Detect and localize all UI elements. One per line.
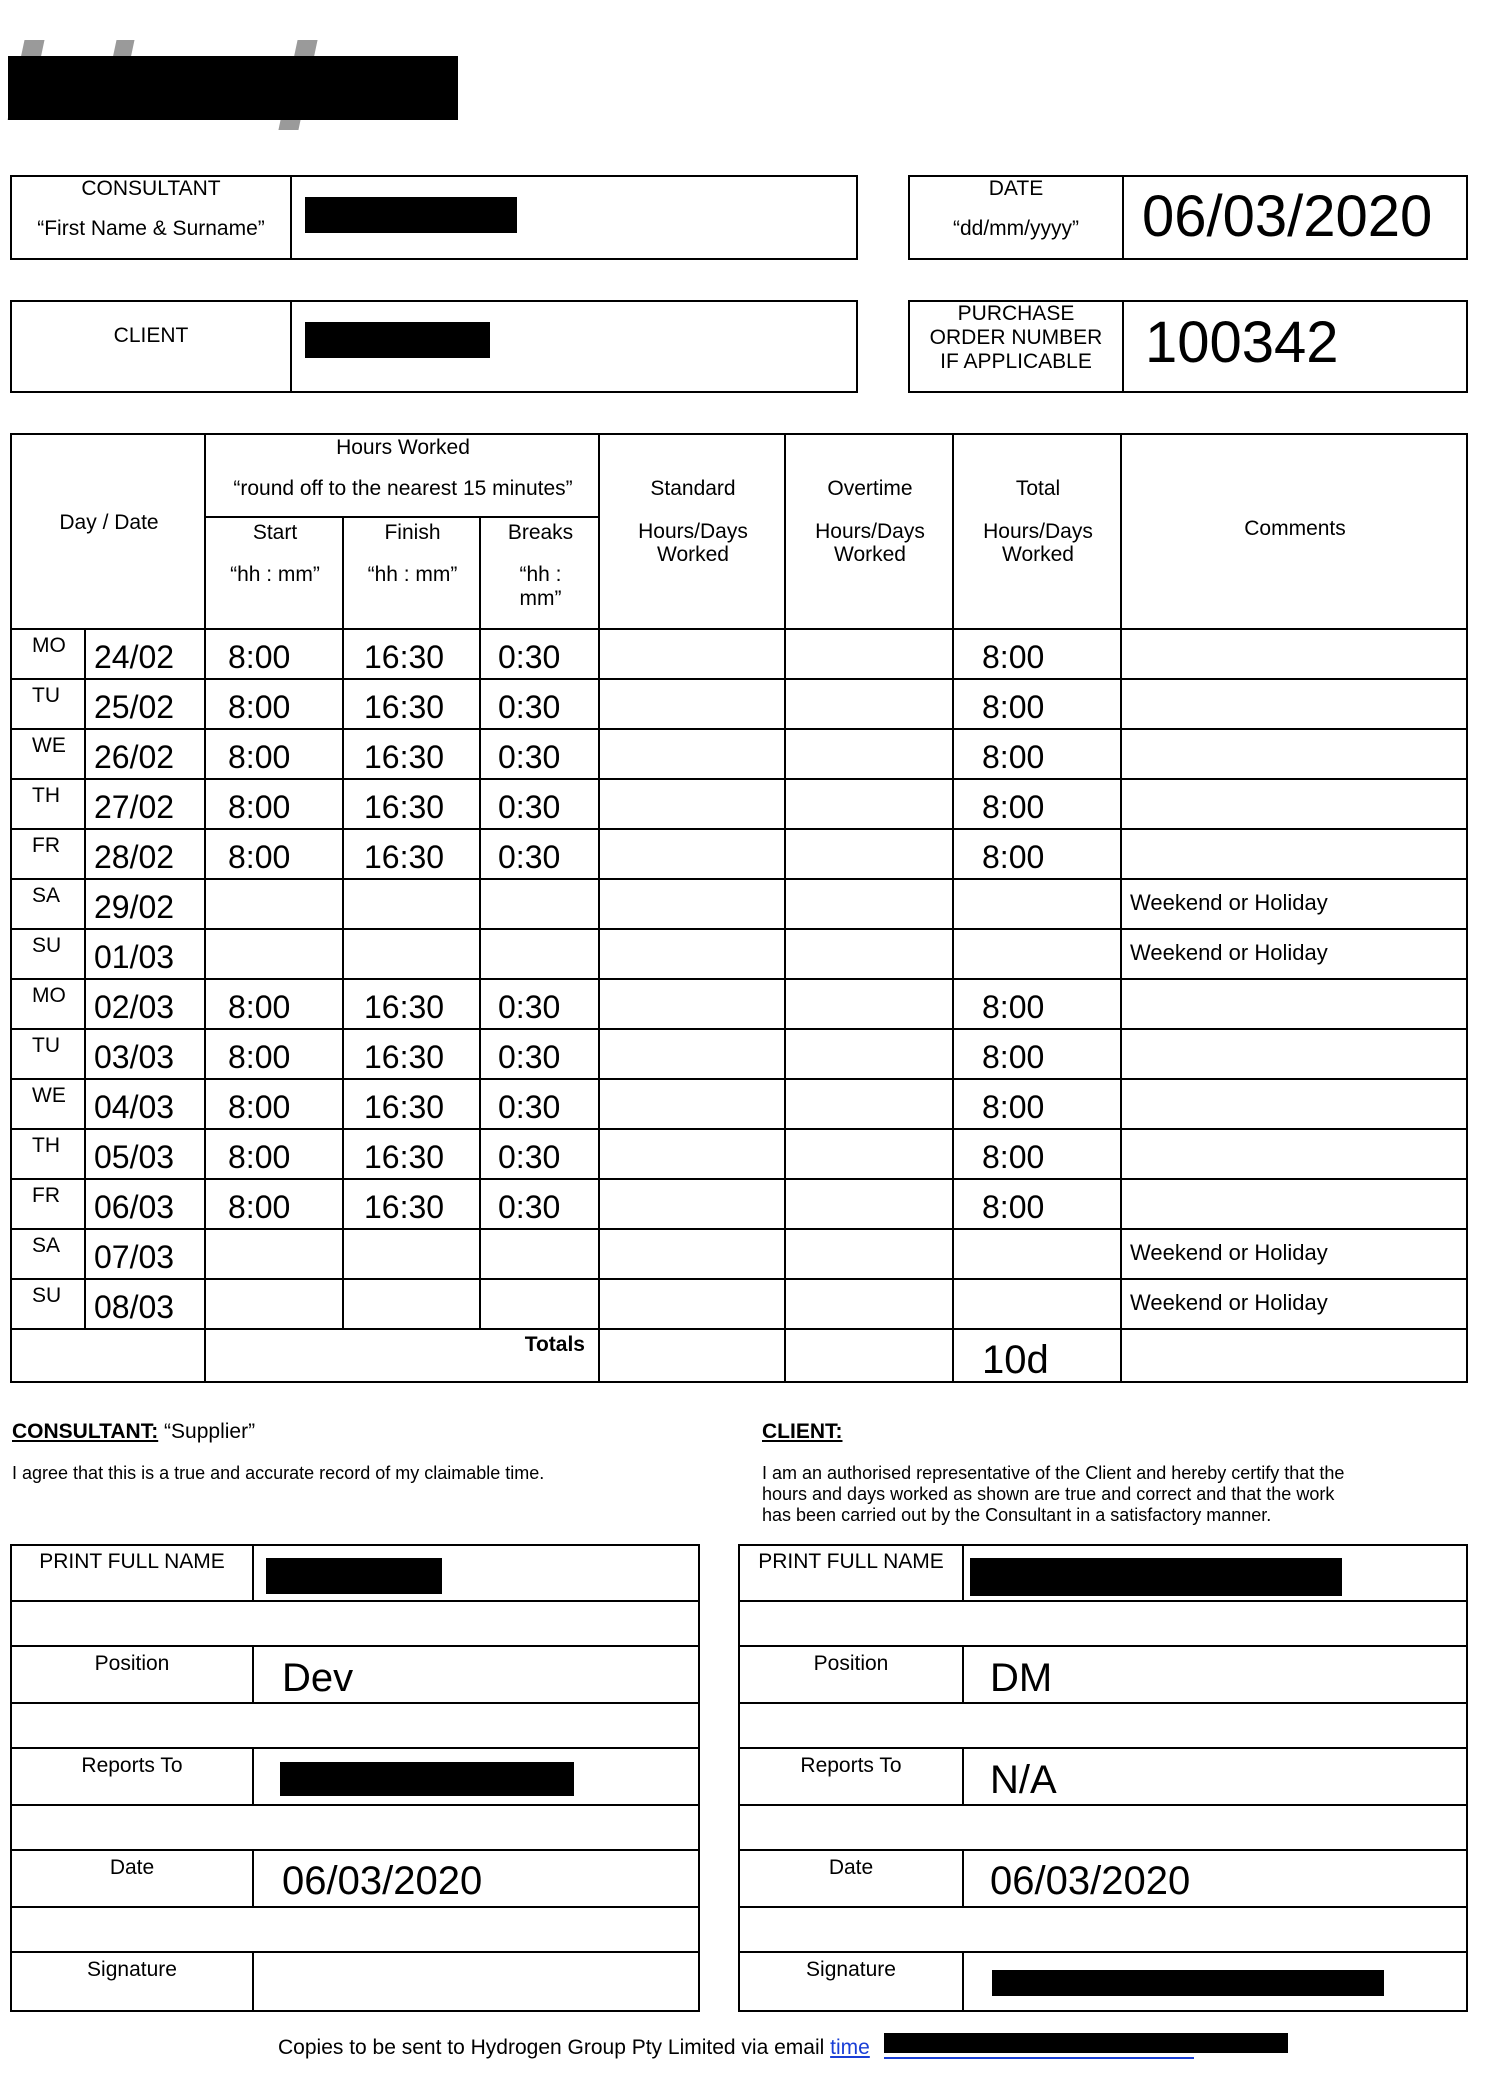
row-date: 01/03 <box>94 939 175 975</box>
row-finish: 16:30 <box>364 789 445 825</box>
row-start: 8:00 <box>228 1139 291 1175</box>
consultant-reports-to-redacted <box>280 1762 574 1796</box>
consultant-date-value: 06/03/2020 <box>282 1859 483 1903</box>
row-total: 8:00 <box>982 639 1045 675</box>
client-reports-to-value: N/A <box>990 1758 1057 1802</box>
client-print-name-redacted <box>970 1558 1342 1596</box>
row-day: MO <box>32 634 66 657</box>
col-header-finish: Finish <box>384 521 441 544</box>
row-date: 27/02 <box>94 789 175 825</box>
row-start: 8:00 <box>228 639 291 675</box>
row-day: SA <box>32 884 61 907</box>
row-total: 8:00 <box>982 989 1045 1025</box>
row-finish: 16:30 <box>364 1189 445 1225</box>
col-header-total-sub-2: Worked <box>1002 543 1074 566</box>
row-start: 8:00 <box>228 1039 291 1075</box>
row-comment: Weekend or Holiday <box>1130 890 1328 915</box>
row-start: 8:00 <box>228 1189 291 1225</box>
row-day: SU <box>32 1284 62 1307</box>
col-header-total: Total <box>1015 477 1061 500</box>
row-day: WE <box>32 1084 66 1107</box>
client-signature-redacted <box>992 1970 1384 1996</box>
row-finish: 16:30 <box>364 1039 445 1075</box>
row-finish: 16:30 <box>364 839 445 875</box>
row-breaks: 0:30 <box>498 1039 561 1075</box>
po-label-line-3: IF APPLICABLE <box>940 350 1092 373</box>
row-start: 8:00 <box>228 1089 291 1125</box>
row-day: TU <box>32 1034 60 1057</box>
date-value: 06/03/2020 <box>1142 184 1433 249</box>
row-start: 8:00 <box>228 989 291 1025</box>
col-header-standard-sub-2: Worked <box>657 543 729 566</box>
row-comment: Weekend or Holiday <box>1130 1240 1328 1265</box>
row-start: 8:00 <box>228 739 291 775</box>
consultant-print-name-label: PRINT FULL NAME <box>39 1550 225 1573</box>
row-date: 06/03 <box>94 1189 175 1225</box>
row-date: 24/02 <box>94 639 175 675</box>
row-start: 8:00 <box>228 789 291 825</box>
row-date: 26/02 <box>94 739 175 775</box>
consultant-date-label: Date <box>109 1856 155 1879</box>
consultant-signature-field[interactable] <box>254 1953 698 2010</box>
date-sublabel: “dd/mm/yyyy” <box>953 217 1079 240</box>
totals-value: 10d <box>982 1338 1049 1382</box>
company-logo <box>8 30 458 130</box>
col-header-round-off: “round off to the nearest 15 minutes” <box>233 477 573 500</box>
client-position-label: Position <box>813 1652 889 1675</box>
row-breaks: 0:30 <box>498 689 561 725</box>
client-reports-to-label: Reports To <box>800 1754 902 1777</box>
consultant-sublabel: “First Name & Surname” <box>37 217 265 240</box>
row-breaks: 0:30 <box>498 1189 561 1225</box>
col-header-breaks-format-1: “hh : <box>519 563 562 586</box>
row-total: 8:00 <box>982 689 1045 725</box>
client-statement-line-3: has been carried out by the Consultant in a satisfactory manner. <box>762 1505 1272 1525</box>
row-day: SU <box>32 934 62 957</box>
totals-label: Totals <box>524 1333 585 1356</box>
row-date: 25/02 <box>94 689 175 725</box>
row-start: 8:00 <box>228 689 291 725</box>
row-total: 8:00 <box>982 839 1045 875</box>
consultant-section-heading: CONSULTANT: <box>12 1420 159 1443</box>
client-date-label: Date <box>828 1856 874 1879</box>
consultant-position-label: Position <box>94 1652 170 1675</box>
col-header-standard: Standard <box>650 477 736 500</box>
client-position-value: DM <box>990 1656 1053 1700</box>
row-breaks: 0:30 <box>498 1089 561 1125</box>
row-date: 03/03 <box>94 1039 175 1075</box>
client-print-name-label: PRINT FULL NAME <box>758 1550 944 1573</box>
row-day: FR <box>32 1184 60 1207</box>
row-total: 8:00 <box>982 739 1045 775</box>
footer-text: Copies to be sent to Hydrogen Group Pty Limited via email <box>278 2036 831 2059</box>
consultant-reports-to-label: Reports To <box>81 1754 183 1777</box>
consultant-label: CONSULTANT <box>81 177 221 200</box>
consultant-position-value: Dev <box>282 1656 354 1700</box>
col-header-start-format: “hh : mm” <box>230 563 320 586</box>
col-header-overtime: Overtime <box>827 477 913 500</box>
consultant-statement: I agree that this is a true and accurate record of my claimable time. <box>12 1463 545 1483</box>
row-total: 8:00 <box>982 789 1045 825</box>
row-finish: 16:30 <box>364 989 445 1025</box>
footer-email-underline <box>884 2057 1194 2059</box>
consultant-section-suffix: “Supplier” <box>158 1420 256 1443</box>
row-date: 04/03 <box>94 1089 175 1125</box>
row-date: 08/03 <box>94 1289 175 1325</box>
consultant-print-name-redacted <box>266 1558 442 1594</box>
row-day: TU <box>32 684 60 707</box>
consultant-signature-label: Signature <box>87 1958 177 1981</box>
row-finish: 16:30 <box>364 639 445 675</box>
row-breaks: 0:30 <box>498 1139 561 1175</box>
row-start: 8:00 <box>228 839 291 875</box>
po-value: 100342 <box>1145 310 1339 375</box>
row-finish: 16:30 <box>364 739 445 775</box>
consultant-name-redacted <box>305 197 517 233</box>
row-day: TH <box>32 1134 60 1157</box>
client-statement-line-1: I am an authorised representative of the Client and hereby certify that the <box>762 1463 1345 1483</box>
row-comment: Weekend or Holiday <box>1130 940 1328 965</box>
row-day: WE <box>32 734 66 757</box>
client-label: CLIENT <box>113 324 189 347</box>
row-total: 8:00 <box>982 1089 1045 1125</box>
row-comment: Weekend or Holiday <box>1130 1290 1328 1315</box>
col-header-day-date: Day / Date <box>59 511 159 534</box>
row-breaks: 0:30 <box>498 989 561 1025</box>
col-header-overtime-sub-2: Worked <box>834 543 906 566</box>
client-date-value: 06/03/2020 <box>990 1859 1191 1903</box>
client-name-redacted <box>305 322 490 358</box>
col-header-finish-format: “hh : mm” <box>367 563 458 586</box>
row-total: 8:00 <box>982 1189 1045 1225</box>
footer-email-redacted <box>884 2033 1288 2053</box>
row-date: 28/02 <box>94 839 175 875</box>
row-day: FR <box>32 834 60 857</box>
client-signature-label: Signature <box>806 1958 896 1981</box>
row-total: 8:00 <box>982 1039 1045 1075</box>
row-date: 29/02 <box>94 889 175 925</box>
consultant-section-title <box>12 1420 255 1444</box>
col-header-overtime-sub-1: Hours/Days <box>815 520 925 543</box>
row-breaks: 0:30 <box>498 639 561 675</box>
row-breaks: 0:30 <box>498 789 561 825</box>
row-finish: 16:30 <box>364 1139 445 1175</box>
col-header-total-sub-1: Hours/Days <box>983 520 1093 543</box>
col-header-hours-worked: Hours Worked <box>336 436 470 459</box>
row-finish: 16:30 <box>364 1089 445 1125</box>
footer-email-link[interactable]: time <box>830 2036 870 2059</box>
row-day: TH <box>32 784 60 807</box>
row-day: MO <box>32 984 66 1007</box>
row-breaks: 0:30 <box>498 739 561 775</box>
client-statement-line-2: hours and days worked as shown are true and correct and that the work <box>762 1484 1335 1504</box>
col-header-standard-sub-1: Hours/Days <box>638 520 748 543</box>
row-day: SA <box>32 1234 61 1257</box>
col-header-comments: Comments <box>1244 517 1346 540</box>
footer-note <box>278 2036 870 2060</box>
col-header-breaks: Breaks <box>507 521 574 544</box>
row-total: 8:00 <box>982 1139 1045 1175</box>
po-label-line-2: ORDER NUMBER <box>929 326 1103 349</box>
col-header-breaks-format-2: mm” <box>519 587 562 610</box>
client-section-title: CLIENT: <box>762 1420 843 1443</box>
row-date: 05/03 <box>94 1139 175 1175</box>
po-label-line-1: PURCHASE <box>957 302 1075 325</box>
row-date: 02/03 <box>94 989 175 1025</box>
row-breaks: 0:30 <box>498 839 561 875</box>
row-finish: 16:30 <box>364 689 445 725</box>
row-date: 07/03 <box>94 1239 175 1275</box>
col-header-start: Start <box>252 521 298 544</box>
date-label: DATE <box>988 177 1044 200</box>
